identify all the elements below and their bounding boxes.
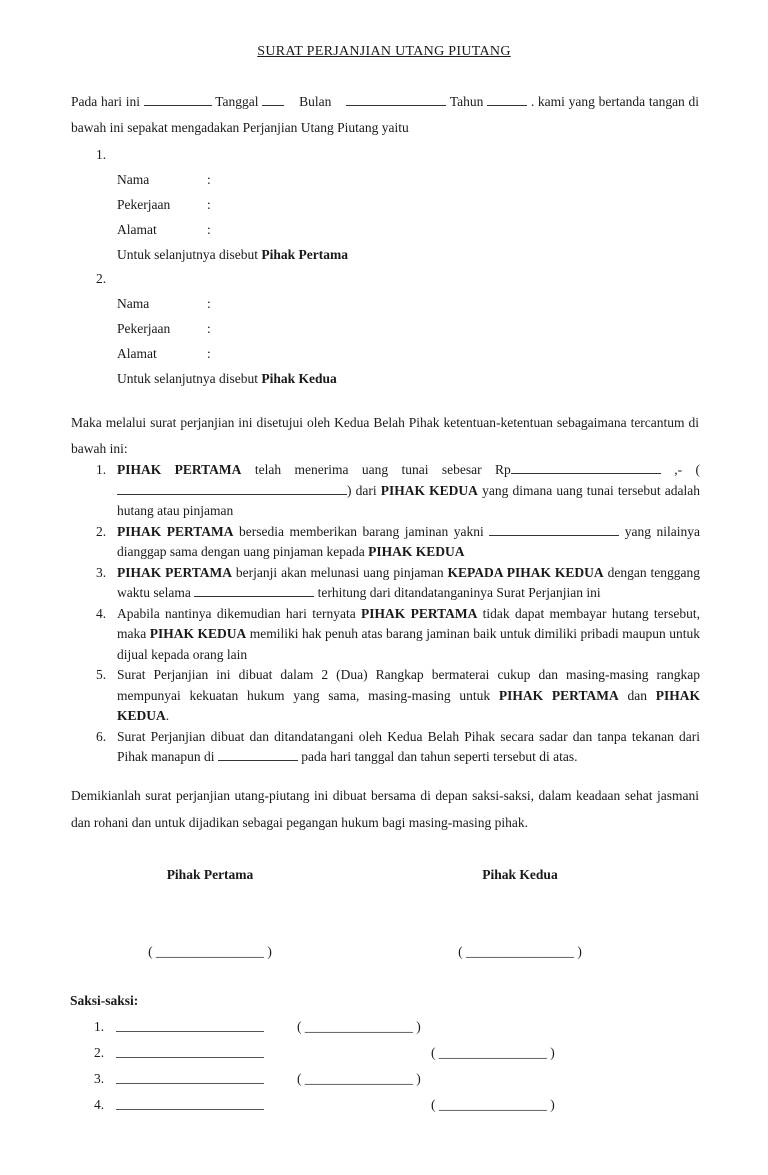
term-number: 6. [96, 728, 107, 744]
term-text-run: telah menerima uang tunai sebesar Rp [241, 462, 511, 477]
party-reference: PIHAK PERTAMA [117, 462, 242, 477]
term-text-run: pada hari tanggal dan tahun seperti tersebut di atas. [297, 749, 578, 764]
fill-blank [489, 523, 619, 536]
field-label: Alamat [117, 346, 157, 361]
term-number: 3. [96, 564, 107, 580]
designation-prefix: Untuk selanjutnya disebut [117, 371, 258, 386]
fill-blank [194, 584, 314, 597]
term-text [117, 604, 700, 666]
witness-signature: ( ________________ ) [431, 1045, 555, 1060]
term-text-run: dan [618, 687, 656, 703]
signature-line-first-party: ( ________________ ) [148, 944, 272, 959]
term-text-run: bersedia memberikan barang jaminan yakni [233, 523, 490, 539]
signature-label-second-party: Pihak Kedua [482, 867, 558, 882]
party-number: 2. [96, 271, 107, 286]
month-blank [346, 93, 446, 106]
term-text-run: Surat Perjanjian ini dibuat dalam 2 (Dua) Rangkap bermaterai cukup dan masing-masing rangkap mempunyai kekuatan hukum yang sama, masing-masing untuk [117, 667, 700, 703]
party-reference: PIHAK KEDUA [368, 544, 465, 559]
term-text [117, 460, 700, 522]
term-text-run: berjanji akan melunasi uang pinjaman [231, 564, 448, 580]
day-blank [144, 93, 212, 106]
party-field-address [96, 217, 496, 242]
witness-name-line [116, 1031, 264, 1032]
term-text [117, 665, 700, 727]
field-label: Pekerjaan [117, 197, 171, 212]
agreement-intro: Maka melalui surat perjanjian ini disetujui oleh Kedua Belah Pihak ketentuan-ketentuan sebagaimana tercantum di bawah ini: [71, 415, 699, 456]
party-first [96, 142, 496, 267]
witness-signature: ( ________________ ) [297, 1071, 421, 1086]
term-text-run: Apabila nantinya dikemudian hari ternyata [117, 605, 362, 621]
intro-text: Tanggal [215, 94, 259, 109]
party-designation [96, 366, 496, 391]
term-number: 4. [96, 605, 107, 621]
field-sep: : [207, 321, 211, 336]
party-number: 1. [96, 147, 107, 162]
term-text [117, 522, 700, 563]
term-text-run: yang nilainya dianggap sama dengan uang pinjaman kepada [117, 523, 700, 559]
field-label: Nama [117, 172, 150, 187]
term-number: 5. [96, 667, 107, 682]
document-title: SURAT PERJANJIAN UTANG PIUTANG [257, 44, 511, 59]
field-sep: : [207, 172, 211, 187]
term-item [96, 727, 700, 768]
party-reference: PIHAK PERTAMA [117, 564, 232, 580]
intro-paragraph [71, 89, 699, 141]
witness-name-line [116, 1083, 264, 1084]
intro-text: . kami yang bertanda tangan di bawah ini sepakat mengadakan Perjanjian Utang Piutang yaitu [71, 94, 700, 135]
term-text-run: dengan tenggang waktu selama [117, 564, 701, 600]
witness-number: 2. [94, 1045, 105, 1060]
year-blank [487, 93, 527, 106]
party-field-occupation [96, 316, 496, 341]
witness-row [94, 1097, 574, 1122]
field-label: Nama [117, 296, 150, 311]
term-text-run: ,- ( [660, 462, 700, 477]
witness-number: 3. [94, 1071, 105, 1086]
witness-number: 1. [94, 1019, 105, 1034]
party-reference: PIHAK PERTAMA [498, 687, 619, 703]
fill-blank [511, 461, 661, 474]
term-text-run: terhitung dari ditandatanganinya Surat Perjanjian ini [314, 585, 601, 600]
term-item [96, 665, 700, 727]
field-label: Alamat [117, 222, 157, 237]
witness-name-line [116, 1057, 264, 1058]
term-text-run: yang dimana uang tunai tersebut adalah hutang atau pinjaman [117, 482, 700, 518]
party-field-name [96, 291, 496, 316]
party-field-address [96, 341, 496, 366]
party-reference: PIHAK KEDUA [117, 687, 701, 723]
field-label: Pekerjaan [117, 321, 171, 336]
party-second [96, 266, 496, 391]
field-sep: : [207, 296, 211, 311]
term-number: 2. [96, 523, 107, 539]
term-text-run: Surat Perjanjian dibuat dan ditandatangani oleh Kedua Belah Pihak secara sadar dan tanpa tekanan dari Pihak manapun di [117, 728, 700, 764]
witness-number: 4. [94, 1097, 105, 1112]
party-reference: PIHAK KEDUA [149, 626, 247, 641]
party-reference: PIHAK PERTAMA [117, 523, 234, 539]
signature-line-second-party: ( ________________ ) [458, 944, 582, 959]
witness-row [94, 1045, 574, 1070]
witness-row [94, 1071, 574, 1096]
witnesses-title: Saksi-saksi: [70, 993, 139, 1008]
party-field-name [96, 167, 496, 192]
party-field-occupation [96, 192, 496, 217]
party-reference: PIHAK PERTAMA [361, 605, 478, 621]
party-reference: KEPADA PIHAK KEDUA [447, 564, 604, 580]
designation-label: Pihak Kedua [261, 371, 337, 386]
fill-blank [117, 482, 347, 495]
terms-list [96, 460, 700, 768]
term-item [96, 522, 700, 563]
term-text-run: . [165, 708, 170, 723]
term-text-run: ) dari [347, 482, 381, 498]
party-reference: PIHAK KEDUA [380, 482, 478, 498]
signature-label-first-party: Pihak Pertama [166, 867, 254, 882]
term-text-run: tidak dapat membayar hutang tersebut, maka [117, 605, 700, 641]
term-item [96, 563, 700, 604]
witness-signature: ( ________________ ) [297, 1019, 421, 1034]
field-sep: : [207, 346, 211, 361]
term-text [117, 727, 700, 768]
term-item [96, 460, 700, 522]
intro-text: Tahun [449, 94, 484, 109]
party-designation [96, 242, 496, 267]
witness-row [94, 1019, 574, 1044]
closing-paragraph: Demikianlah surat perjanjian utang-piutang ini dibuat bersama di depan saksi-saksi, dalam keadaan sehat jasmani dan rohani dan untuk dijadikan sebagai pegangan hukum bagi masing-masing pihak. [71, 788, 699, 830]
intro-text: Pada hari ini [71, 94, 140, 109]
term-number: 1. [96, 462, 107, 477]
date-blank [262, 93, 284, 106]
field-sep: : [207, 222, 211, 237]
term-text-run: memiliki hak penuh atas barang jaminan baik untuk dimiliki pribadi maupun untuk dijual kepada orang lain [117, 626, 700, 662]
designation-prefix: Untuk selanjutnya disebut [117, 247, 258, 262]
designation-label: Pihak Pertama [261, 247, 348, 262]
intro-text: Bulan [299, 94, 332, 109]
witness-name-line [116, 1109, 264, 1110]
term-item [96, 604, 700, 666]
term-text [117, 563, 700, 604]
witness-signature: ( ________________ ) [431, 1097, 555, 1112]
field-sep: : [207, 197, 211, 212]
fill-blank [218, 748, 298, 761]
